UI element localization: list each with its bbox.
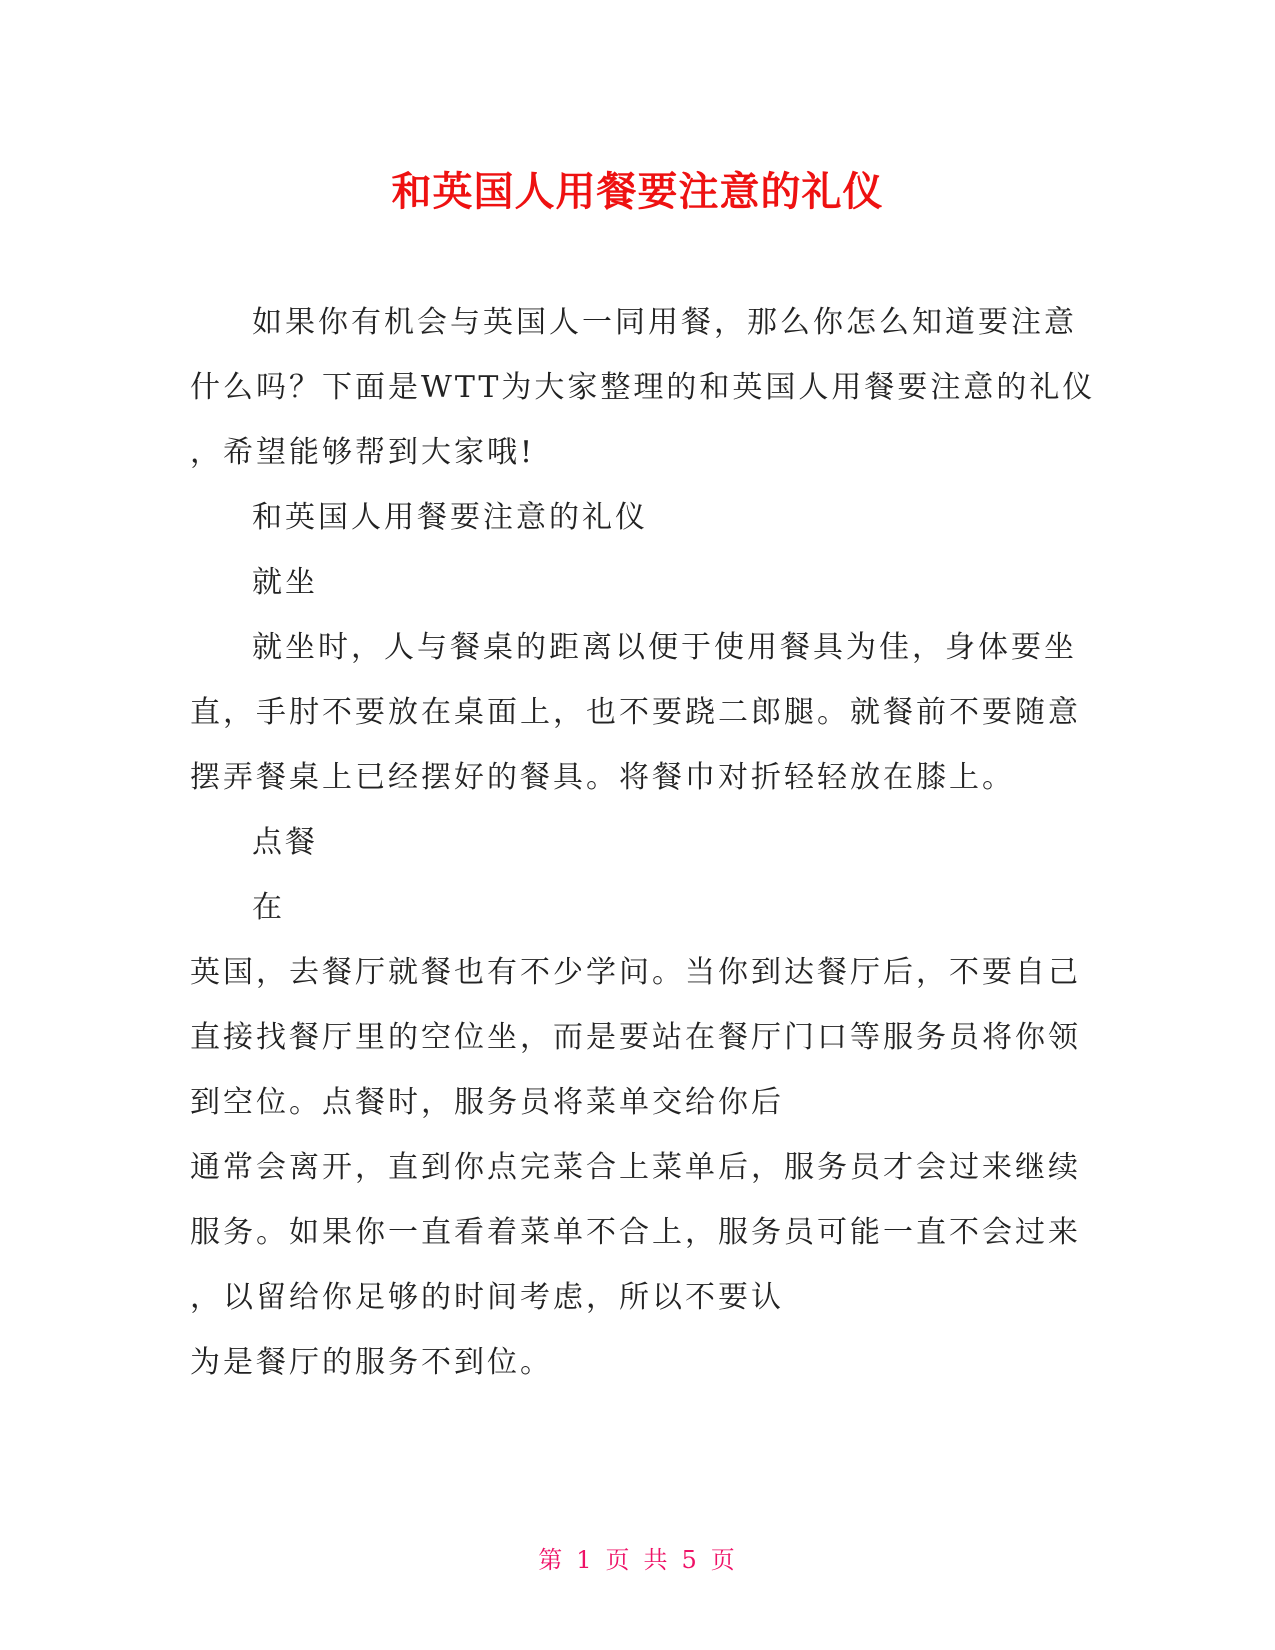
paragraph-line: 为是餐厅的服务不到位。	[190, 1345, 553, 1380]
document-body	[190, 290, 1096, 1395]
paragraph-line: 直接找餐厅里的空位坐，而是要站在餐厅门口等服务员将你领	[190, 1020, 1081, 1055]
paragraph-line: ，以留给你足够的时间考虑，所以不要认	[190, 1280, 784, 1315]
paragraph-line: 服务。如果你一直看着菜单不合上，服务员可能一直不会过来	[190, 1215, 1081, 1250]
paragraph-line: 摆弄餐桌上已经摆好的餐具。将餐巾对折轻轻放在膝上。	[190, 760, 1015, 795]
document-title: 和英国人用餐要注意的礼仪	[391, 169, 884, 215]
paragraph-line: 通常会离开，直到你点完菜合上菜单后，服务员才会过来继续	[190, 1150, 1081, 1185]
section-heading: 点餐	[252, 825, 318, 860]
paragraph-line: 什么吗？下面是WTT为大家整理的和英国人用餐要注意的礼仪	[190, 370, 1096, 405]
footer-prefix: 第	[538, 1546, 565, 1574]
page-footer	[0, 1540, 1275, 1575]
section-heading: 和英国人用餐要注意的礼仪	[252, 500, 648, 535]
footer-total-pages: 5	[681, 1546, 699, 1574]
footer-total-prefix: 共	[643, 1546, 670, 1574]
paragraph-line: 就坐时，人与餐桌的距离以便于使用餐具为佳，身体要坐	[252, 630, 1077, 665]
paragraph-line: 如果你有机会与英国人一同用餐，那么你怎么知道要注意	[252, 305, 1077, 340]
footer-suffix: 页	[710, 1546, 737, 1574]
footer-page-word: 页	[605, 1546, 632, 1574]
paragraph-line: 到空位。点餐时，服务员将菜单交给你后	[190, 1085, 784, 1120]
section-heading: 就坐	[252, 565, 318, 600]
footer-current-page: 1	[576, 1546, 594, 1574]
paragraph-line: 英国，去餐厅就餐也有不少学问。当你到达餐厅后，不要自己	[190, 955, 1081, 990]
paragraph-line: ，希望能够帮到大家哦!	[190, 435, 536, 470]
paragraph-line: 在	[252, 890, 285, 925]
paragraph-line: 直，手肘不要放在桌面上，也不要跷二郎腿。就餐前不要随意	[190, 695, 1081, 730]
